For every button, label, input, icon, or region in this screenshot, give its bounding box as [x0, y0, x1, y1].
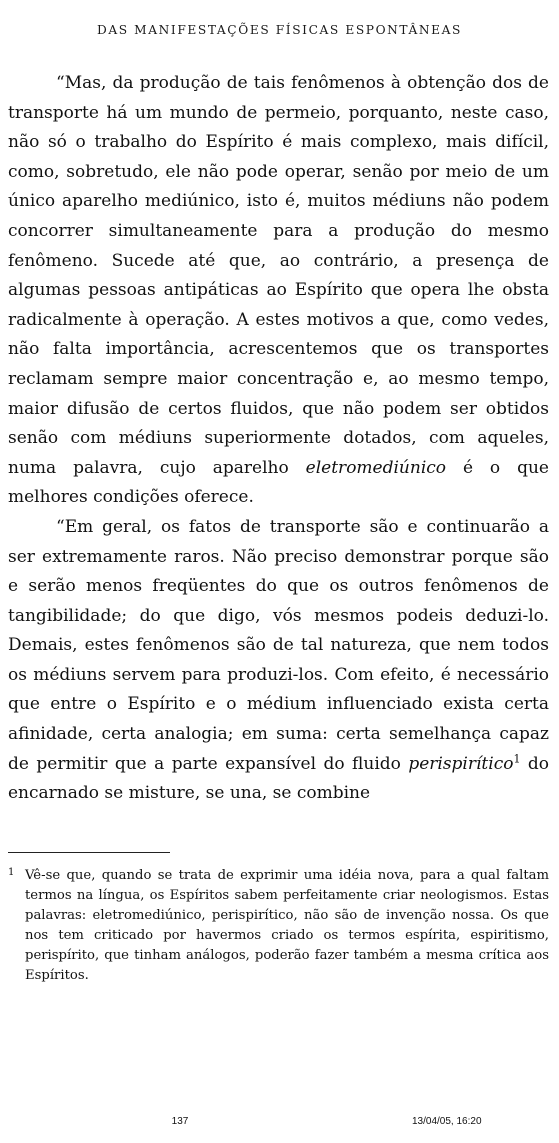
page-number: 137 — [171, 1116, 189, 1127]
paragraph-1-text-a: “Mas, da produção de tais fenômenos à obtenção dos de transporte há um mundo de permeio, porquanto, neste caso, não só o trabalho do Espírito é mais complexo, mais difícil, como, sobretudo, ele não pode operar, senão por meio de um único aparelho mediúnico, isto é, muitos médiuns não podem concorrer simultaneamente para a produção do mesmo fenômeno. Sucede até que, ao contrário, a presença de algumas pessoas antipáticas ao Espírito que opera lhe obsta radicalmente à operação. A estes motivos a que, como vedes, não falta importância, acrescentemos que os transportes reclamam sempre maior concentração e, ao mesmo tempo, maior difusão de certos fluidos, que não podem ser obtidos senão com médiuns superiormente dotados, com aqueles, numa palavra, cujo aparelho — [8, 73, 549, 478]
paragraph-2-text-a: “Em geral, os fatos de transporte são e continuarão a ser extremamente raros. Não preciso demonstrar porque são e serão menos freqüentes do que os outros fenômenos de tangibilidade; do que digo, vós mesmos podeis deduzi-lo. Demais, estes fenômenos são de tal natureza, que nem todos os médiuns servem para produzi-los. Com efeito, é necessário que entre o Espírito e o médium influenciado exista certa afinidade, certa analogia; em suma: certa semelhança capaz de permitir que a parte expansível do fluido — [8, 516, 549, 774]
footnote-reference[interactable]: 1 — [513, 752, 521, 765]
running-header: DAS MANIFESTAÇÕES FÍSICAS ESPONTÂNEAS — [96, 23, 463, 37]
paragraph-2-text-b: do encarnado se misture, se una, se combine — [8, 753, 550, 804]
paragraph-2-italic-term: perispirítico — [408, 753, 514, 774]
paragraph-1 — [8, 69, 549, 513]
footnote — [8, 866, 549, 986]
paragraph-2 — [8, 513, 549, 809]
paragraph-1-text-b: é o que melhores condições oferece. — [8, 457, 549, 508]
footnote-text: Vê-se que, quando se trata de exprimir uma idéia nova, para a qual faltam termos na língua, os Espíritos sabem perfeitamente criar neologismos. Estas palavras: eletromediúnico, perispirítico, não são de invenção nossa. Os que nos tem criticado por havermos criado os termos espírita, espiritismo, perispírito, que tinham análogos, poderão fazer também a mesma crítica aos Espíritos. — [25, 868, 549, 983]
footnote-divider — [8, 852, 170, 853]
main-text — [8, 69, 549, 809]
paragraph-1-italic-term: eletromediúnico — [305, 457, 447, 478]
print-timestamp: 13/04/05, 16:20 — [412, 1116, 482, 1127]
footnote-number: 1 — [8, 867, 15, 878]
